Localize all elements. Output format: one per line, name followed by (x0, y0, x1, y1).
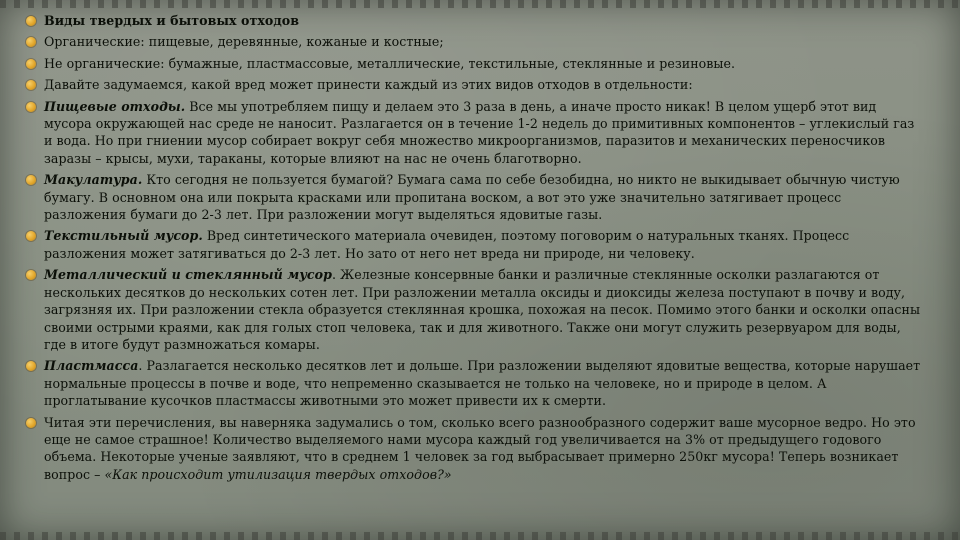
bullet-term: Текстильный мусор. (44, 228, 203, 244)
bullet-item-title (26, 12, 921, 29)
bullet-item-inorganic (26, 55, 921, 72)
bullet-icon (26, 16, 36, 26)
bullet-text: Органические: пищевые, деревянные, кожаные и костные; (44, 34, 444, 50)
bullet-item-plastic-waste (26, 357, 921, 409)
bullet-icon (26, 270, 36, 280)
bullet-icon (26, 231, 36, 241)
bullet-icon (26, 175, 36, 185)
bullet-item-textile-waste (26, 227, 921, 262)
slide-content (26, 12, 921, 487)
slide-edge-top (0, 0, 960, 8)
bullet-item-organic (26, 33, 921, 50)
bullet-text: . Разлагается несколько десятков лет и дольше. При разложении выделяют ядовитые вещества, которые нарушает нормальные процессы в почве и воде, что непременно сказывается не только на человеке, но и природе в целом. А проглатывание кусочков пластмассы животными это может привести их к смерти. (44, 358, 921, 409)
bullet-item-metal-glass-waste (26, 266, 921, 353)
bullet-icon (26, 80, 36, 90)
bullet-text: Не органические: бумажные, пластмассовые, металлические, текстильные, стеклянные и резиновые. (44, 55, 736, 71)
bullet-term: Металлический и стеклянный мусор (44, 267, 332, 283)
bullet-term: Пищевые отходы. (44, 98, 186, 114)
bullet-item-conclusion (26, 414, 921, 484)
bullet-item-paper-waste (26, 171, 921, 223)
bullet-icon (26, 418, 36, 428)
bullet-text: Читая эти перечисления, вы наверняка задумались о том, сколько всего разнообразного содержит ваше мусорное ведро. Но это еще не самое страшное! Количество выделяемого нами мусора каждый год увеличивается на 3% от предыдущего годового объема. Некоторые ученые заявляют, что в среднем 1 человек за год выбрасывает примерно 250кг мусора! Теперь возникает вопрос – (44, 414, 916, 482)
bullet-icon (26, 37, 36, 47)
bullet-quote: «Как происходит утилизация твердых отходов?» (104, 466, 452, 482)
bullet-term: Пластмасса (44, 358, 139, 374)
bullet-icon (26, 102, 36, 112)
bullet-text: . Железные консервные банки и различные стеклянные осколки разлагаются от нескольких десятков до нескольких сотен лет. При разложении металла оксиды и диоксиды железа поступают в почву и воду, загрязняя их. При разложении стекла образуется стеклянная крошка, похожая на песок. Помимо этого банки и осколки опасны своими острыми краями, как для голых стоп человека, так и для животного. Также они могут служить резервуаром для воды, где в итоге будут размножаться комары. (44, 267, 921, 352)
bullet-icon (26, 361, 36, 371)
bullet-text: Давайте задумаемся, какой вред может принести каждый из этих видов отходов в отдельности: (44, 77, 693, 93)
bullet-item-question (26, 76, 921, 93)
bullet-icon (26, 59, 36, 69)
slide-edge-bottom (0, 532, 960, 540)
bullet-term: Макулатура. (44, 172, 143, 188)
bullet-item-food-waste (26, 98, 921, 168)
bullet-text: Все мы употребляем пищу и делаем это 3 раза в день, а иначе просто никак! В целом ущерб этот вид мусора окружающей нас среде не наносит. Разлагается он в течение 1-2 недель до примитивных компонентов – углекислый газ и вода. Но при гниении мусор собирает вокруг себя множество микроорганизмов, паразитов и механических переносчиков заразы – крысы, мухи, тараканы, которые влияют на нас не очень благотворно. (44, 98, 915, 166)
bullet-text: Кто сегодня не пользуется бумагой? Бумага сама по себе безобидна, но никто не выкидывает обычную чистую бумагу. В основном она или покрыта красками или пропитана воском, а вот это уже значительно затягивает процесс разложения бумаги до 2-3 лет. При разложении могут выделяться ядовитые газы. (44, 172, 900, 223)
bullet-text: Вред синтетического материала очевиден, поэтому поговорим о натуральных тканях. Процесс разложения может затягиваться до 2-3 лет. Но зато от него нет вреда ни природе, ни человеку. (44, 228, 850, 261)
slide-heading: Виды твердых и бытовых отходов (44, 13, 300, 28)
